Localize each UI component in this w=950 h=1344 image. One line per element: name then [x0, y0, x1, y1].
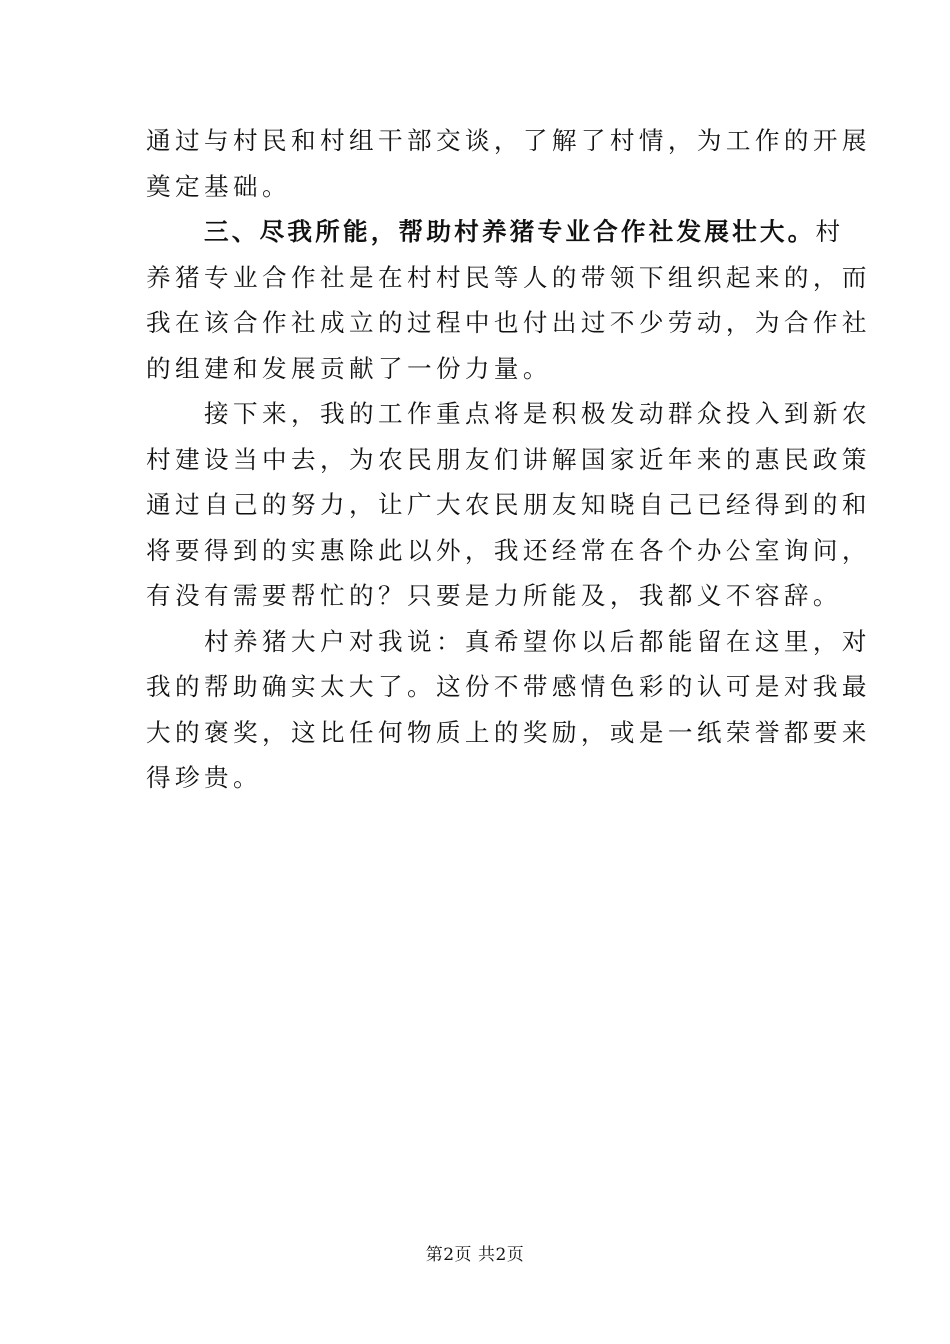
text-line: 奠定基础。: [146, 171, 291, 201]
paragraph-first-line: 村养猪大户对我说：真希望你以后都能留在这里，对: [204, 626, 871, 656]
paragraph-first-line: 接下来，我的工作重点将是积极发动群众投入到新农: [204, 399, 871, 428]
text-line: 有没有需要帮忙的？只要是力所能及，我都义不容辞。: [146, 581, 842, 610]
text-line: 将要得到的实惠除此以外，我还经常在各个办公室询问，: [146, 535, 871, 565]
text-line: 通过自己的努力，让广大农民朋友知晓自己已经得到的和: [146, 490, 871, 519]
text-line: 的组建和发展贡献了一份力量。: [146, 353, 552, 383]
section-3-heading: 三、尽我所能，帮助村养猪专业合作社发展壮大。: [204, 217, 816, 246]
section-3-first-line: [146, 209, 845, 255]
text-line: 我的帮助确实太大了。这份不带感情色彩的认可是对我最: [146, 672, 871, 701]
text-line: 大的褒奖，这比任何物质上的奖励，或是一纸荣誉都要来: [146, 717, 871, 747]
text-line: 通过与村民和村组干部交谈，了解了村情，为工作的开展: [146, 126, 871, 155]
page-number-footer: 第2页 共2页: [425, 1245, 525, 1265]
text-fragment: 村: [815, 217, 845, 246]
document-body: [146, 118, 871, 801]
text-line: 养猪专业合作社是在村村民等人的带领下组织起来的，而: [146, 262, 871, 292]
text-line: 村建设当中去，为农民朋友们讲解国家近年来的惠民政策: [146, 444, 871, 474]
text-line: 得珍贵。: [146, 763, 262, 792]
text-line: 我在该合作社成立的过程中也付出过不少劳动，为合作社: [146, 308, 871, 337]
